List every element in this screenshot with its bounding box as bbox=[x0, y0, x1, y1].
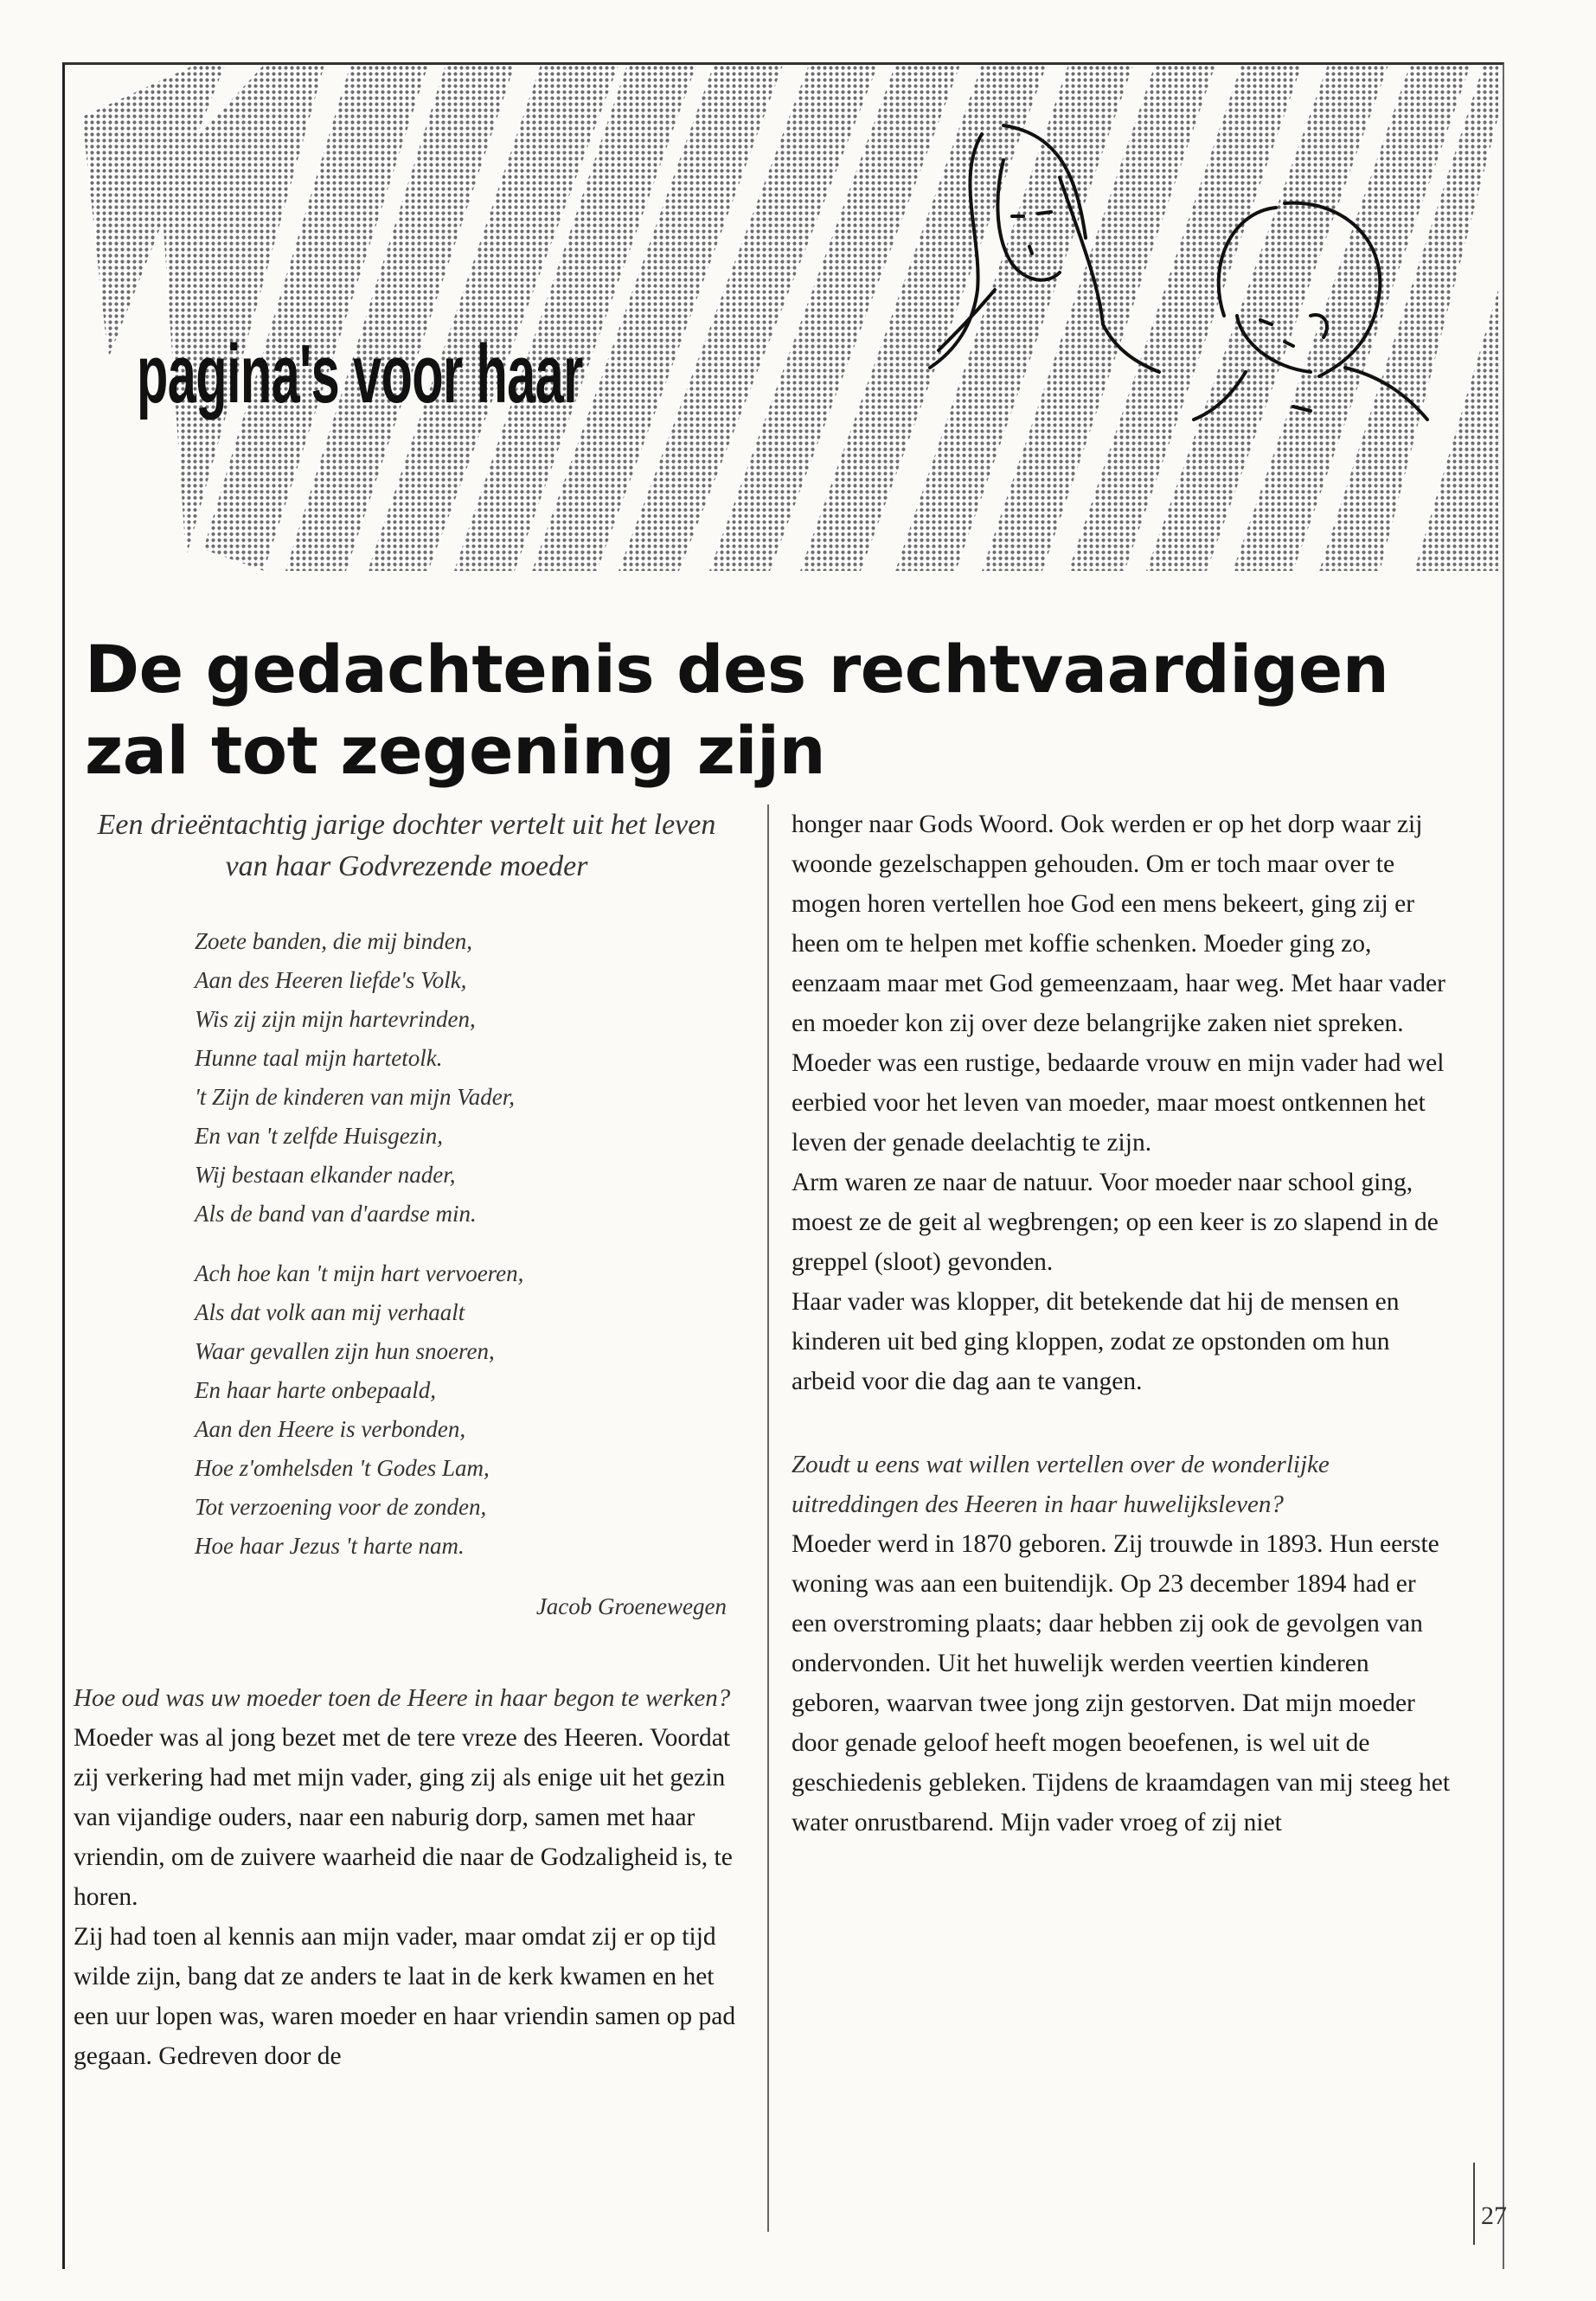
poem-line: Hoe z'omhelsden 't Godes Lam, bbox=[195, 1455, 490, 1481]
poem-line: Hunne taal mijn hartetolk. bbox=[195, 1045, 443, 1071]
poem-line: Aan den Heere is verbonden, bbox=[195, 1416, 466, 1442]
paragraph: Moeder werd in 1870 geboren. Zij trouwde in 1893. Hun eerste woning was aan een buitendijk. Op 23 december 1894 had er een overstroming plaats; daar hebben zij ook de gevolgen van ondervonden. Uit het huwelijk werden veertien kinderen geboren, waarvan twee jong zijn gestorven. Dat mijn moeder door genade geloof heeft mogen beoefenen, is wel uit de geschiedenis gebleken. Tijdens de kraamdagen van mij steeg het water onrustbarend. Mijn vader vroeg of zij niet bbox=[792, 1530, 1451, 1836]
poem-line: Als dat volk aan mij verhaalt bbox=[195, 1299, 465, 1325]
header-illustration bbox=[65, 65, 1498, 571]
page-number-rule bbox=[1473, 2163, 1475, 2245]
page-number: 27 bbox=[1481, 2202, 1507, 2230]
poem-stanza-2 bbox=[195, 1254, 740, 1566]
poem-line: Tot verzoening voor de zonden, bbox=[195, 1494, 487, 1520]
poem-line: Zoete banden, die mij binden, bbox=[195, 928, 472, 954]
poem-line: Wis zij zijn mijn hartevrinden, bbox=[195, 1006, 476, 1032]
paragraph: honger naar Gods Woord. Ook werden er op het dorp waar zij woonde gezelschappen gehouden. Om er toch maar over te mogen horen vertellen hoe God een mens bekeert, ging zij er heen om te helpen met koffie schenken. Moeder ging zo, eenzaam maar met God gemeenzaam, haar weg. Met haar vader en moeder kon zij over deze belangrijke zaken niet spreken. bbox=[792, 811, 1445, 1037]
poem-line: 't Zijn de kinderen van mijn Vader, bbox=[195, 1084, 515, 1110]
article-headline: De gedachtenis des rechtvaardigen zal tot zegening zijn bbox=[85, 631, 1389, 789]
article-subtitle: Een drieëntachtig jarige dochter vertelt uit het leven van haar Godvrezende moeder bbox=[97, 809, 716, 882]
paragraph: Haar vader was klopper, dit betekende dat hij de mensen en kinderen uit bed ging kloppen, zodat ze opstonden om hun arbeid voor die dag aan te vangen. bbox=[792, 1288, 1400, 1395]
left-column bbox=[74, 804, 740, 2076]
section-title: pagina's voor haar bbox=[137, 328, 583, 420]
poem bbox=[195, 922, 740, 1566]
poem-line: En van 't zelfde Huisgezin, bbox=[195, 1123, 443, 1149]
poem-line: Waar gevallen zijn hun snoeren, bbox=[195, 1338, 495, 1364]
paragraph: Arm waren ze naar de natuur. Voor moeder naar school ging, moest ze de geit al wegbrengen; op een keer is zo slapend in de greppel (sloot) gevonden. bbox=[792, 1169, 1439, 1276]
interview-question: Hoe oud was uw moeder toen de Heere in haar begon te werken? bbox=[74, 1684, 731, 1712]
right-column bbox=[792, 804, 1458, 1843]
poem-line: En haar harte onbepaald, bbox=[195, 1377, 436, 1403]
poem-line: Aan des Heeren liefde's Volk, bbox=[195, 967, 467, 993]
poem-line: Als de band van d'aardse min. bbox=[195, 1201, 477, 1227]
column-divider bbox=[767, 804, 769, 2232]
poem-stanza-1 bbox=[195, 922, 740, 1234]
poem-line: Hoe haar Jezus 't harte nam. bbox=[195, 1533, 465, 1559]
paragraph: Zij had toen al kennis aan mijn vader, maar omdat zij er op tijd wilde zijn, bang dat ze anders te laat in de kerk kwamen en het een uur lopen was, waren moeder en haar vriendin samen op pad gegaan. Gedreven door de bbox=[74, 1923, 736, 2070]
poem-line: Ach hoe kan 't mijn hart vervoeren, bbox=[195, 1260, 524, 1286]
poem-line: Wij bestaan elkander nader, bbox=[195, 1162, 456, 1188]
interview-question: Zoudt u eens wat willen vertellen over de wonderlijke uitreddingen des Heeren in haar huwelijksleven? bbox=[792, 1451, 1330, 1518]
paragraph: Moeder was al jong bezet met de tere vreze des Heeren. Voordat zij verkering had met mijn vader, ging zij als enige uit het gezin van vijandige ouders, naar een naburig dorp, samen met haar vriendin, om de zuivere waarheid die naar de Godzaligheid is, te horen. bbox=[74, 1724, 733, 1911]
poem-author: Jacob Groenewegen bbox=[535, 1593, 727, 1619]
paragraph: Moeder was een rustige, bedaarde vrouw en mijn vader had wel eerbied voor het leven van moeder, maar moest ontkennen het leven der genade deelachtig te zijn. bbox=[792, 1049, 1445, 1157]
